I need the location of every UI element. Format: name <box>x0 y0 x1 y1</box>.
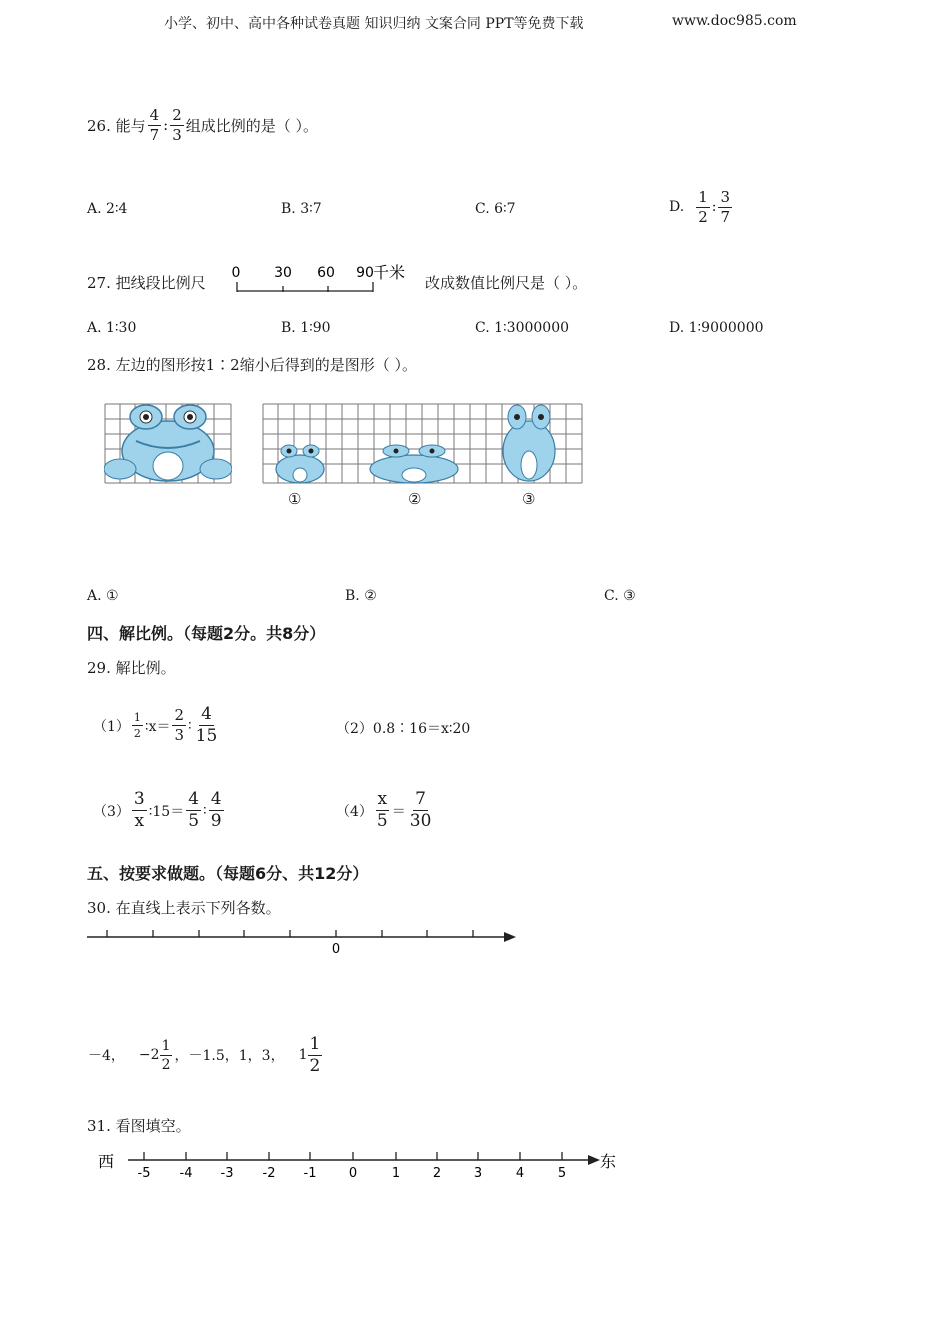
q29-p4-label: （4） <box>336 803 373 820</box>
q29-p3-f2-den: 5 <box>188 811 200 831</box>
q26-d-fraction-2 <box>718 187 732 226</box>
q29-p3-mid: ∶15＝ <box>148 803 185 820</box>
q28-option-a: A. ① <box>87 588 119 604</box>
q26-option-d <box>669 172 734 242</box>
figure-label-2: ② <box>408 490 422 508</box>
frog-option-3-icon <box>503 405 555 481</box>
q26-colon: : <box>163 116 169 134</box>
q31-tick-label: 1 <box>391 1166 401 1181</box>
q28-option-c: C. ③ <box>604 588 636 604</box>
q29-p3-f3-num: 4 <box>210 789 222 809</box>
q30-nums-b: ，－1.5，1，3， <box>174 1048 285 1064</box>
q30-text: 30. 在直线上表示下列各数。 <box>87 899 281 917</box>
q31-number-line <box>92 1140 622 1182</box>
q26-option-c: C. 6∶7 <box>475 201 516 217</box>
q31-tick-label: 0 <box>348 1166 358 1181</box>
q30-mixed-pos-frac <box>308 1033 323 1076</box>
original-frog-figure <box>104 403 232 485</box>
q26-d-f2-num: 3 <box>720 187 730 206</box>
q30-numbers <box>88 1030 324 1080</box>
q29-p1-f1-den: 2 <box>133 727 141 740</box>
line-segment-scale <box>228 262 413 296</box>
q30-arrow-icon <box>504 932 516 942</box>
q30-mpos-num: 1 <box>309 1033 321 1054</box>
q29-p3-fraction-3 <box>209 791 224 830</box>
q29-p4-f2-num: 7 <box>415 789 426 809</box>
q26-d-f1-num: 1 <box>698 187 708 206</box>
figure-label-1: ① <box>288 490 302 508</box>
q31-tick-label: 2 <box>432 1166 442 1181</box>
q30-mixed-neg-frac <box>160 1039 173 1072</box>
q26-suffix: 组成比例的是（ ）。 <box>185 116 319 135</box>
q29-p4-fraction-2 <box>408 791 434 830</box>
q31-text: 31. 看图填空。 <box>87 1117 191 1135</box>
q26-option-a: A. 2∶4 <box>87 201 128 217</box>
header-url: www.doc985.com <box>672 13 797 29</box>
q29-p4-f1-den: 5 <box>376 811 388 831</box>
frog-option-2-icon <box>370 445 458 483</box>
q31-ticks <box>144 1152 562 1160</box>
q31-tick-label: -1 <box>303 1166 317 1181</box>
q29-p1-fraction-2 <box>172 708 186 743</box>
q27-option-a: A. 1∶30 <box>87 320 137 336</box>
q26-d-label: D. <box>669 199 685 215</box>
q31-tick-label: -5 <box>137 1166 151 1181</box>
q31-tick-label: 3 <box>473 1166 483 1181</box>
q30-mixed-pos-whole: 1 <box>298 1047 308 1063</box>
option-frogs-figure <box>262 403 584 485</box>
frog-icon <box>104 405 232 481</box>
section-4-title: 四、解比例。（每题2分。共8分） <box>87 624 326 643</box>
frog-option-1-icon <box>276 445 324 483</box>
q26-d-f1-den: 2 <box>698 207 708 226</box>
q27-option-c: C. 1∶3000000 <box>475 320 570 336</box>
q29-p1-colon: ∶ <box>188 717 192 734</box>
east-label: 东 <box>599 1152 617 1171</box>
q27-option-d: D. 1∶9000000 <box>669 320 764 336</box>
q29-p3-f1-num: 3 <box>133 789 145 809</box>
q30-ticks <box>107 930 473 937</box>
q29-p1-mid: ∶x＝ <box>144 718 171 735</box>
q29-p1-fraction-3 <box>194 706 220 745</box>
q29-p1-label: （1） <box>93 718 130 735</box>
q28-option-b: B. ② <box>345 588 377 604</box>
q31-tick-label: 4 <box>515 1166 525 1181</box>
q26-f2-den: 3 <box>172 125 182 144</box>
q29-p1-fraction-1 <box>132 712 143 739</box>
q29-part-2: （2）0.8∶16＝x∶20 <box>336 721 471 737</box>
q30-number-line <box>86 922 518 958</box>
q28-text: 28. 左边的图形按1∶2缩小后得到的是图形（ ）。 <box>87 356 417 374</box>
q27-suffix: 改成数值比例尺是（ ）。 <box>425 274 588 292</box>
q27-prefix: 27. 把线段比例尺 <box>87 274 206 292</box>
scale-tick-30: 30 <box>274 265 292 281</box>
q29-p1-f2-num: 2 <box>174 706 185 724</box>
q30-mpos-den: 2 <box>309 1055 321 1076</box>
q26-d-colon: : <box>711 199 717 215</box>
q29-p1-f3-den: 15 <box>195 726 218 746</box>
q26-f2-num: 2 <box>172 105 182 124</box>
q29-p3-label: （3） <box>93 803 130 820</box>
q29-part-1 <box>93 688 221 763</box>
scale-tick-60: 60 <box>317 265 335 281</box>
header-text: 小学、初中、高中各种试卷真题 知识归纳 文案合同 PPT等免费下载 <box>164 16 584 32</box>
q26-fraction-1 <box>148 105 162 144</box>
q29-p4-f2-den: 30 <box>409 811 432 831</box>
q30-zero-label: 0 <box>331 942 341 957</box>
q26-prefix: 26. 能与 <box>87 116 146 135</box>
q31-tick-label: 5 <box>557 1166 567 1181</box>
q29-p4-eq: ＝ <box>391 803 406 820</box>
q29-p4-f1-num: x <box>377 789 388 809</box>
q31-arrow-icon <box>588 1155 600 1165</box>
q26-f1-den: 7 <box>149 125 160 144</box>
q31-tick-label: -3 <box>220 1166 234 1181</box>
q30-mneg-num: 1 <box>161 1037 171 1054</box>
scale-unit: 千米 <box>373 263 406 282</box>
q31-tick-label: -2 <box>262 1166 276 1181</box>
q29-part-4 <box>336 773 435 848</box>
section-5-title: 五、按要求做题。（每题6分、共12分） <box>87 864 369 883</box>
q29-text: 29. 解比例。 <box>87 659 176 677</box>
q30-nums-a: －4， <box>88 1048 125 1064</box>
west-label: 西 <box>97 1152 115 1171</box>
q29-p3-f3-den: 9 <box>210 811 222 831</box>
q29-p1-f2-den: 3 <box>174 726 185 744</box>
q29-p3-f2-num: 4 <box>188 789 200 809</box>
q30-mneg-den: 2 <box>161 1056 171 1073</box>
q26-fraction-2 <box>170 105 184 144</box>
q26-f1-num: 4 <box>149 105 160 124</box>
q29-p3-fraction-1 <box>132 791 147 830</box>
q29-p3-colon: ∶ <box>203 802 207 819</box>
q29-p3-f1-den: x <box>134 811 145 831</box>
q31-tick-label: -4 <box>179 1166 193 1181</box>
scale-tick-90: 90 <box>356 265 374 281</box>
q29-p1-f3-num: 4 <box>201 704 212 724</box>
q29-p1-f1-num: 1 <box>133 711 141 724</box>
q26-d-fraction-1 <box>696 187 710 226</box>
figure-label-3: ③ <box>522 490 536 508</box>
q30-mixed-neg-whole: −2 <box>138 1047 160 1063</box>
q27-option-b: B. 1∶90 <box>281 320 331 336</box>
question-26 <box>87 90 318 160</box>
q26-d-f2-den: 7 <box>720 207 730 226</box>
q26-option-b: B. 3∶7 <box>281 201 322 217</box>
q29-part-3 <box>93 773 226 848</box>
q29-p4-fraction-1 <box>375 791 390 830</box>
q29-p3-fraction-2 <box>186 791 201 830</box>
scale-tick-0: 0 <box>231 265 241 281</box>
